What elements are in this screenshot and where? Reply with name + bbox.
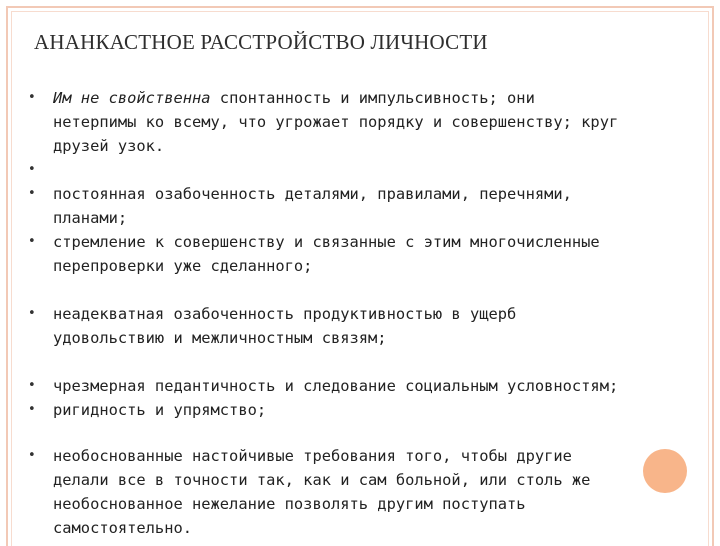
list-item-text: необоснованное нежелание позволять другим поступать [53,495,526,513]
bullet-icon: • [28,448,36,463]
list-item-text: делали все в точности так, как и сам больной, или столь же [53,471,591,489]
list-item [28,302,718,350]
list-item [28,86,718,158]
slide-title: АНАНКАСТНОЕ РАССТРОЙСТВО ЛИЧНОСТИ [34,30,488,54]
list-item [28,398,718,422]
bullet-icon: • [28,402,36,417]
list-item-text [53,158,718,182]
list-item-text: неадекватная озабоченность продуктивностью в ущерб [53,305,517,323]
list-item-text: друзей узок. [53,137,165,155]
bullet-icon: • [28,162,36,177]
list-item-text: удовольствию и межличностным связям; [53,329,387,347]
decorative-circle-icon [643,449,687,493]
emphasis-text: Им не свойственна [53,89,211,107]
list-item-text: ригидность и упрямство; [53,401,267,419]
list-item-text: нетерпимы ко всему, что угрожает порядку и совершенству; круг [53,113,619,131]
list-item-text: чрезмерная педантичность и следование социальным условностям; [53,377,619,395]
list-item [28,230,718,278]
bullet-list [28,86,718,540]
bullet-icon: • [28,378,36,393]
list-item [28,374,718,398]
list-item-empty [28,158,718,182]
list-item-text: планами; [53,209,128,227]
list-item-text: спонтанность и импульсивность; они [210,89,535,107]
list-item [28,182,718,230]
list-item-text: самостоятельно. [53,519,192,537]
list-item [28,444,718,540]
list-item-text: необоснованные настойчивые требования того, чтобы другие [53,447,572,465]
bullet-icon: • [28,186,36,201]
bullet-icon: • [28,234,36,249]
bullet-icon: • [28,90,36,105]
list-item-text: перепроверки уже сделанного; [53,257,313,275]
list-item-text: стремление к совершенству и связанные с этим многочисленные [53,233,600,251]
list-item-text: постоянная озабоченность деталями, правилами, перечнями, [53,185,572,203]
bullet-icon: • [28,306,36,321]
